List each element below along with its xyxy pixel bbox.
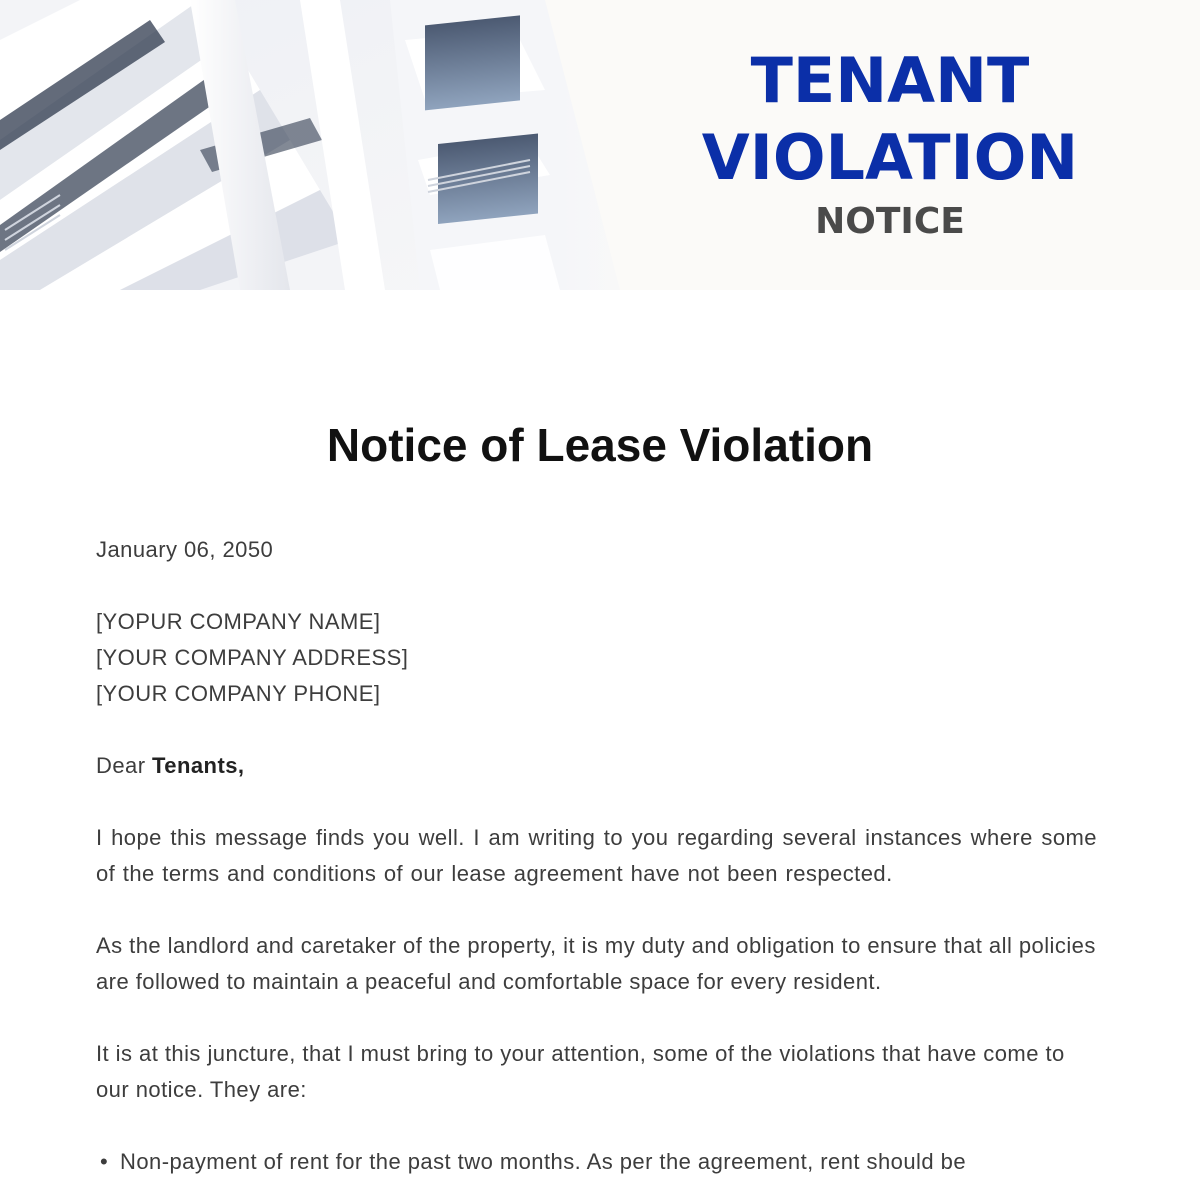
bullet-icon: • <box>100 1149 109 1174</box>
banner-subtitle: NOTICE <box>815 201 965 242</box>
paragraph-duty: As the landlord and caretaker of the property, it is my duty and obligation to ensure that all policies are followed to maintain a peaceful and comfortable space for every resident. <box>96 933 1096 994</box>
salutation-name: Tenants, <box>152 753 245 778</box>
paragraph-violations-intro: It is at this juncture, that I must bring to your attention, some of the violations that have come to our notice. They are: <box>96 1041 1065 1102</box>
salutation <box>96 748 1097 784</box>
sender-phone: [YOUR COMPANY PHONE] <box>96 681 381 706</box>
sender-block <box>96 604 1097 712</box>
banner-title-line2: VIOLATION <box>701 121 1079 194</box>
sender-name: [YOPUR COMPANY NAME] <box>96 609 381 634</box>
sender-address: [YOUR COMPANY ADDRESS] <box>96 645 409 670</box>
header-banner <box>0 0 1200 290</box>
paragraph-intro: I hope this message finds you well. I am writing to you regarding several instances where some of the terms and conditions of our lease agreement have not been respected. <box>96 825 1097 886</box>
letter-date: January 06, 2050 <box>96 537 274 562</box>
letter-body <box>96 532 1097 1180</box>
violation-text: Non-payment of rent for the past two months. As per the agreement, rent should be <box>120 1149 967 1174</box>
violations-list <box>96 1144 1097 1180</box>
salutation-prefix: Dear <box>96 753 153 778</box>
list-item <box>96 1144 1097 1180</box>
document-heading: Notice of Lease Violation <box>326 419 874 471</box>
banner-title-line1: TENANT <box>750 44 1030 117</box>
